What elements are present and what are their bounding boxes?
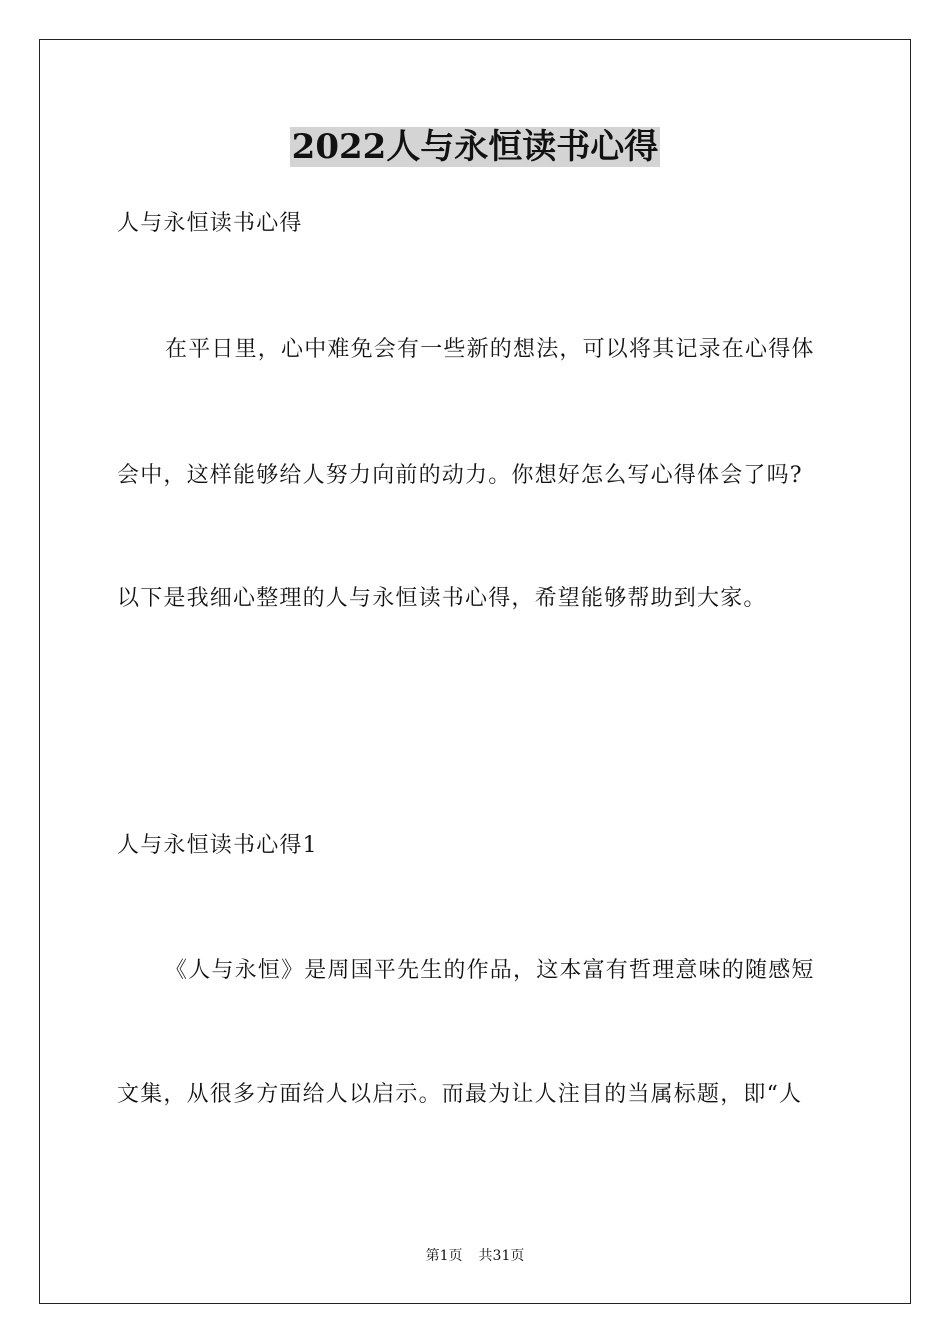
page-number: 第1页 [425,1248,463,1264]
section-line-2: 文集，从很多方面给人以启示。而最为让人注目的当属标题，即“人 [117,1082,803,1107]
document-title-text: 2022人与永恒读书心得 [291,127,659,167]
page-total: 共31页 [478,1248,525,1264]
page-footer [0,1246,950,1266]
document-subtitle: 人与永恒读书心得 [117,211,303,236]
section-heading: 人与永恒读书心得1 [117,833,318,858]
intro-line-1: 在平日里，心中难免会有一些新的想法，可以将其记录在心得体 [165,337,815,362]
intro-line-3: 以下是我细心整理的人与永恒读书心得，希望能够帮助到大家。 [117,586,767,611]
intro-line-2: 会中，这样能够给人努力向前的动力。你想好怎么写心得体会了吗? [117,463,803,488]
document-title [0,124,950,170]
section-line-1: 《人与永恒》是周国平先生的作品，这本富有哲理意味的随感短 [165,958,815,983]
